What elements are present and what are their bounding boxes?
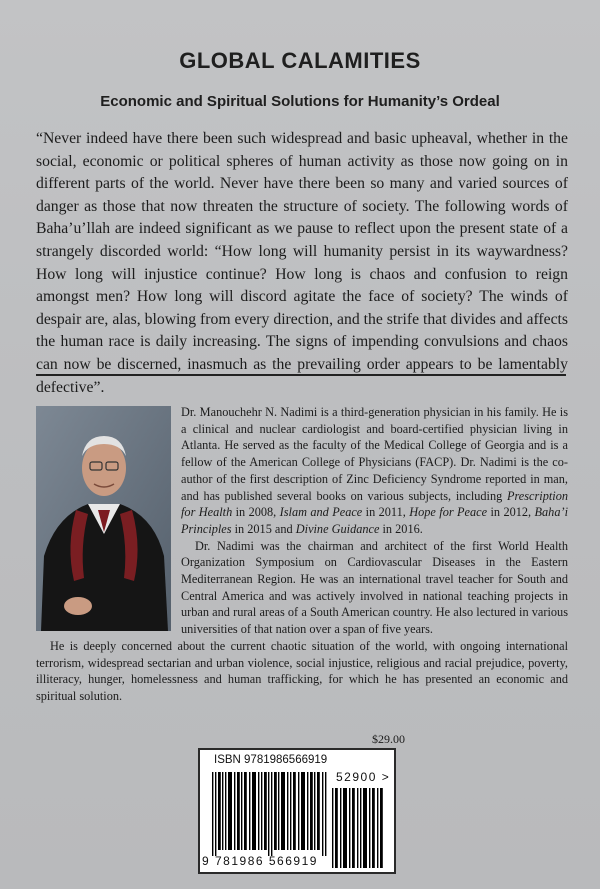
isbn-label: ISBN 9781986566919: [214, 754, 328, 766]
book-title-ref: Prescription for Health: [181, 488, 568, 520]
book-title-ref: Hope for Peace: [409, 505, 488, 520]
book-subtitle: Economic and Spiritual Solutions for Humanity’s Ordeal: [100, 93, 500, 110]
book-title-ref: Islam and Peace: [279, 505, 363, 520]
price-label: $29.00: [372, 732, 405, 746]
addon-barcode-bars: [332, 788, 384, 868]
book-title: GLOBAL CALAMITIES: [179, 48, 421, 73]
bio-paragraph: Dr. Manouchehr N. Nadimi is a third-generation physician in his family. He is a clinical and nuclear cardiologist and board-certified physician living in Atlanta. He served as the faculty of the Medical College of Georgia and is a fellow of the American College of Physicians (FACP). Dr. Nadimi is the co-author of the first description of Zinc Deficiency Syndrome reported in man, and has published several books on various subjects, including Prescription for Health in 2008, Islam and Peace in 2011, Hope for Peace in 2012, Baha’i Principles in 2015 and Divine Guidance in 2016.: [181, 405, 568, 536]
author-bio: [36, 404, 568, 705]
isbn-barcode: [198, 748, 396, 874]
ean-barcode-bars: [212, 772, 328, 856]
book-title-ref: Baha’i Principles: [181, 505, 568, 536]
cover-quote: “Never indeed have there been such widespread and basic upheaval, whether in the social, economic or political spheres of human activity as those now going on in different parts of the world. Never have there been so many and varied sources of danger as those that now threaten the structure of society. The following words of Baha’u’llah are indeed significant as we pause to reflect upon the present state of a strangely discorded world: “How long will humanity persist in its waywardness? How long will injustice continue? How long is chaos and confusion to reign amongst men? How long will discord agitate the face of society? The winds of despair are, alas, blowing from every direction, and the strife that divides and affects the human race is daily increasing. The signs of impending convulsions and chaos can now be discerned, inasmuch as the prevailing order appears to be lamentably defective”.: [36, 130, 568, 396]
barcode-addon-digits: 52900 >: [336, 770, 391, 784]
bio-paragraph: Dr. Nadimi was the chairman and architect of the first World Health Organization Symposium on Cardiovascular Diseases in the Eastern Mediterranean Region. He was an international travel teacher for South and Central America and was actively involved in national teaching projects in urban and rural areas of a South American country. He also lectured in various universities of that nation over a span of five years.: [181, 538, 568, 637]
book-title-ref: Divine Guidance: [295, 521, 380, 536]
divider-rule: [36, 374, 566, 376]
barcode-digits: 9 781986 566919: [202, 854, 318, 868]
bio-paragraph: He is deeply concerned about the current chaotic situation of the world, with ongoing international terrorism, widespread sectarian and urban violence, social injustice, religious and racial prejudice, poverty, illiteracy, hunger, homelessness and human trafficking, for which he has presented an economic and spiritual solution.: [36, 638, 568, 703]
